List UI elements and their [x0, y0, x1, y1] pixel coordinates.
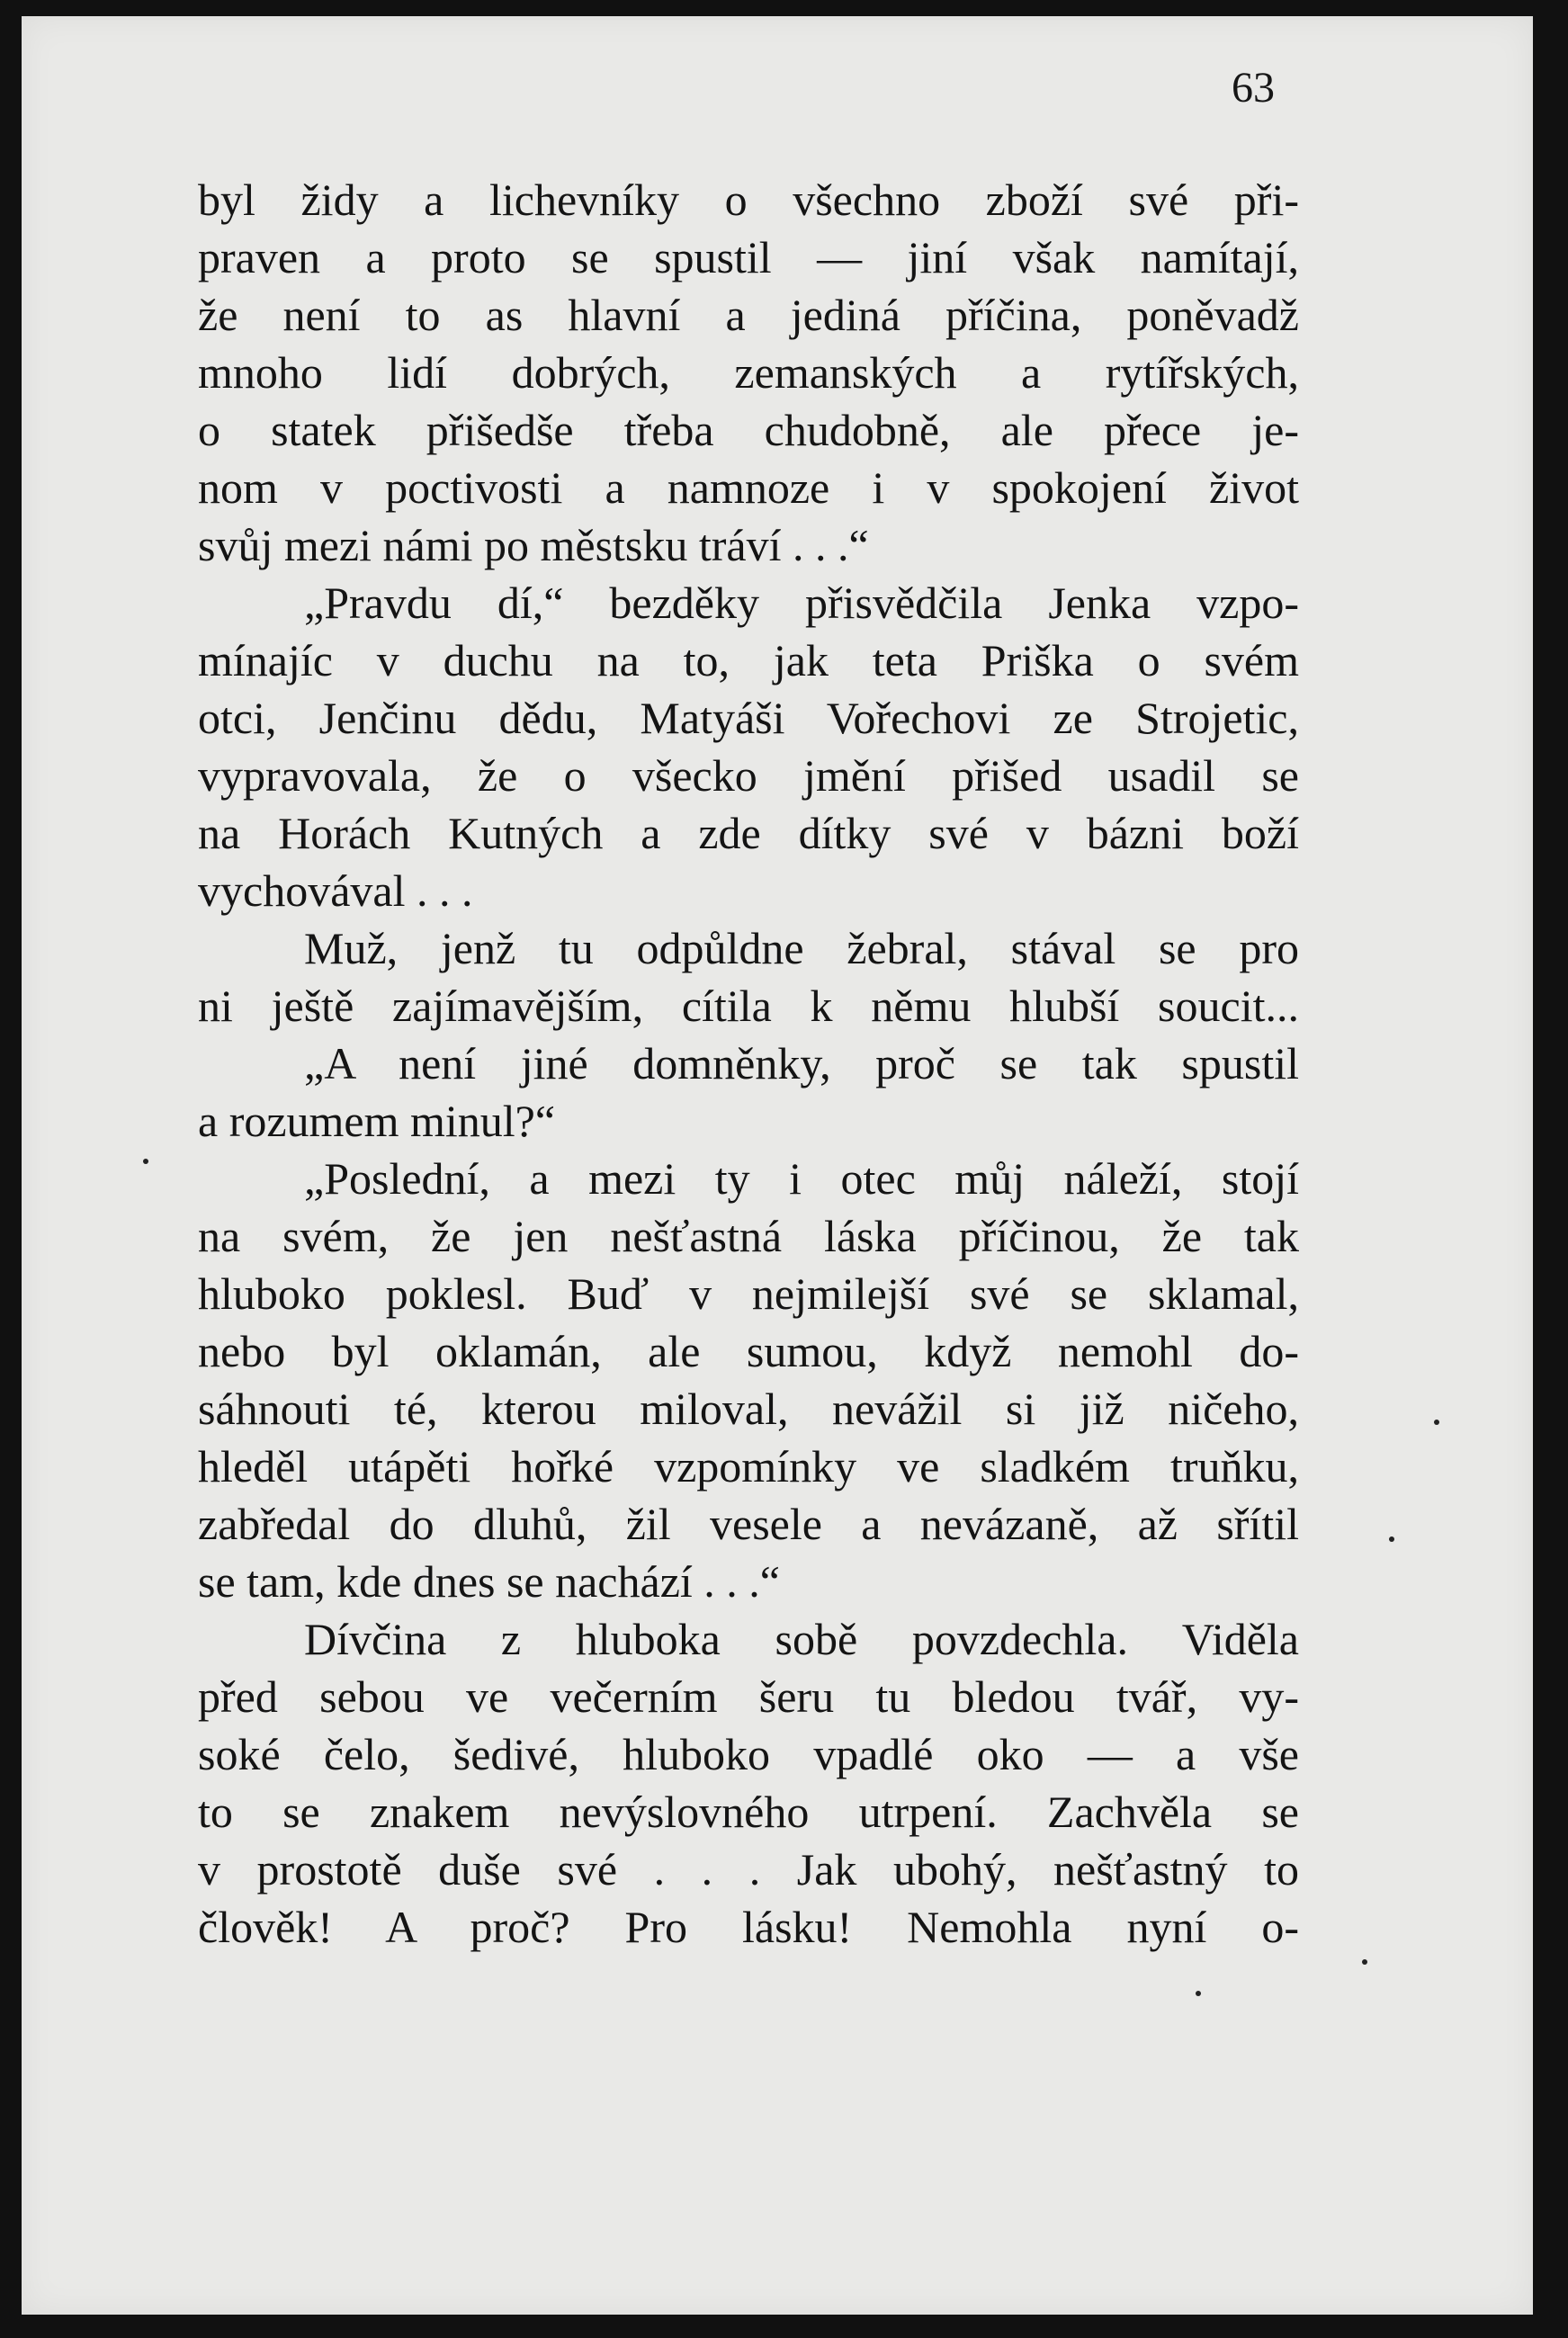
text-line: nebo byl oklamán, ale sumou, když nemohl do-: [198, 1326, 1299, 1376]
text-line: mnoho lidí dobrých, zemanských a rytířských,: [198, 347, 1299, 398]
text-line: „Poslední, a mezi ty i otec můj náleží, stojí: [304, 1153, 1299, 1204]
ink-speck: [1196, 1991, 1201, 1996]
text-line: soké čelo, šedivé, hluboko vpadlé oko — a vše: [198, 1729, 1299, 1779]
text-line: vypravovala, že o všecko jmění přišed usadil se: [198, 750, 1299, 801]
text-line: byl židy a lichevníky o všechno zboží své při-: [198, 175, 1299, 225]
text-line: Muž, jenž tu odpůldne žebral, stával se pro: [304, 923, 1299, 973]
text-line: o statek přišedše třeba chudobně, ale přece je-: [198, 405, 1299, 455]
text-line: v prostotě duše své . . . Jak ubohý, nešťastný to: [198, 1844, 1299, 1895]
book-page: [22, 16, 1533, 2315]
text-line: na Horách Kutných a zde dítky své v bázni boží: [198, 808, 1299, 858]
text-line: svůj mezi námi po městsku tráví . . .“: [198, 520, 869, 570]
text-line: a rozumem minul?“: [198, 1096, 556, 1146]
ink-speck: [1389, 1536, 1394, 1542]
text-line: to se znakem nevýslovného utrpení. Zachvěla se: [198, 1787, 1299, 1837]
text-line: před sebou ve večerním šeru tu bledou tvář, vy-: [198, 1671, 1299, 1722]
text-line: člověk! A proč? Pro lásku! Nemohla nyní o-: [198, 1902, 1299, 1952]
text-line: otci, Jenčinu dědu, Matyáši Vořechovi ze Strojetic,: [198, 693, 1299, 743]
text-line: hluboko poklesl. Buď v nejmilejší své se sklamal,: [198, 1268, 1299, 1319]
text-line: zabředal do dluhů, žil vesele a nevázaně, až sřítil: [198, 1499, 1299, 1549]
text-line: mínajíc v duchu na to, jak teta Priška o svém: [198, 635, 1299, 685]
text-line: že není to as hlavní a jediná příčina, poněvadž: [198, 290, 1299, 340]
text-line: Dívčina z hluboka sobě povzdechla. Viděla: [304, 1614, 1299, 1664]
text-line: vychovával . . .: [198, 865, 473, 916]
text-line: praven a proto se spustil — jiní však namítají,: [198, 232, 1299, 282]
ink-speck: [1434, 1420, 1439, 1425]
text-line: „A není jiné domněnky, proč se tak spustil: [304, 1038, 1299, 1088]
page-text: [198, 171, 1299, 1956]
ink-speck: [1362, 1959, 1367, 1965]
page-number: 63: [1232, 64, 1275, 112]
text-line: „Pravdu dí,“ bezděky přisvědčila Jenka vzpo-: [304, 578, 1299, 628]
text-line: nom v poctivosti a namnoze i v spokojení život: [198, 462, 1299, 513]
text-line: ni ještě zajímavějším, cítila k němu hlubší soucit...: [198, 981, 1299, 1031]
text-line: sáhnouti té, kterou miloval, nevážil si již ničeho,: [198, 1384, 1299, 1434]
text-line: se tam, kde dnes se nachází . . .“: [198, 1556, 780, 1607]
text-line: na svém, že jen nešťastná láska příčinou, že tak: [198, 1211, 1299, 1261]
ink-speck: [143, 1159, 148, 1164]
text-line: hleděl utápěti hořké vzpomínky ve sladkém truňku,: [198, 1441, 1299, 1491]
